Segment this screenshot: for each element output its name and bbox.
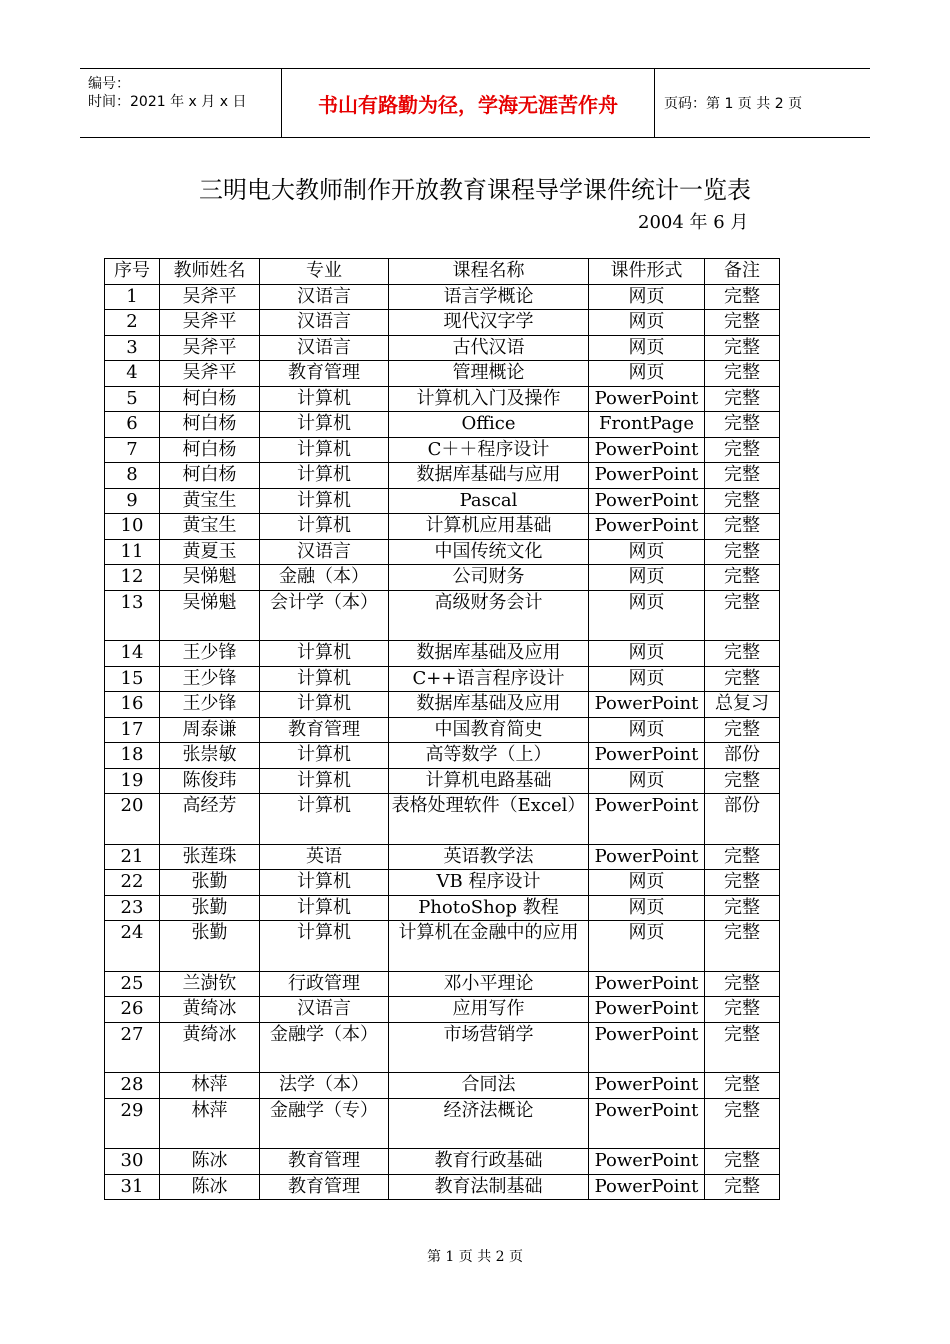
table-cell: Office [389, 412, 589, 438]
table-cell: PowerPoint [589, 794, 705, 845]
table-cell: 吴悌魁 [160, 565, 260, 591]
table-cell: 29 [105, 1098, 160, 1149]
table-cell: 柯白杨 [160, 463, 260, 489]
table-cell: 7 [105, 437, 160, 463]
table-cell: 计算机 [260, 641, 389, 667]
number-label: 编号： [88, 76, 130, 92]
table-row [105, 565, 780, 591]
table-cell: 5 [105, 386, 160, 412]
table-cell: 部份 [705, 794, 780, 845]
table-cell: 15 [105, 666, 160, 692]
table-cell: 管理概论 [389, 361, 589, 387]
table-cell: FrontPage [589, 412, 705, 438]
table-cell: 教育管理 [260, 717, 389, 743]
table-cell: 张勤 [160, 870, 260, 896]
table-cell: 邓小平理论 [389, 971, 589, 997]
table-cell: 表格处理软件（Excel） [389, 794, 589, 845]
table-cell: 19 [105, 768, 160, 794]
table-cell: 30 [105, 1149, 160, 1175]
table-cell: 应用写作 [389, 997, 589, 1023]
table-row [105, 284, 780, 310]
table-cell: 11 [105, 539, 160, 565]
table-cell: 英语 [260, 844, 389, 870]
table-cell: 网页 [589, 565, 705, 591]
table-cell: PowerPoint [589, 743, 705, 769]
table-cell: 市场营销学 [389, 1022, 589, 1073]
table-row [105, 666, 780, 692]
table-cell: 计算机 [260, 870, 389, 896]
table-cell: PowerPoint [589, 437, 705, 463]
table-row [105, 463, 780, 489]
table-cell: 10 [105, 514, 160, 540]
table-cell: 22 [105, 870, 160, 896]
table-cell: 计算机电路基础 [389, 768, 589, 794]
table-row [105, 1098, 780, 1149]
table-cell: 2 [105, 310, 160, 336]
table-cell: 完整 [705, 386, 780, 412]
table-row [105, 361, 780, 387]
table-cell: 14 [105, 641, 160, 667]
table-cell: PowerPoint [589, 386, 705, 412]
table-row [105, 743, 780, 769]
table-cell: 网页 [589, 539, 705, 565]
table-cell: 高经芳 [160, 794, 260, 845]
table-cell: 完整 [705, 565, 780, 591]
table-cell: 12 [105, 565, 160, 591]
table-cell: 20 [105, 794, 160, 845]
table-cell: 法学（本） [260, 1073, 389, 1099]
table-cell: 完整 [705, 1022, 780, 1073]
table-cell: 完整 [705, 895, 780, 921]
table-cell: 部份 [705, 743, 780, 769]
table-cell: 6 [105, 412, 160, 438]
table-row [105, 1174, 780, 1200]
table-cell: 王少锋 [160, 692, 260, 718]
table-cell: 完整 [705, 870, 780, 896]
table-cell: 汉语言 [260, 335, 389, 361]
table-row [105, 488, 780, 514]
table-row [105, 895, 780, 921]
table-cell: 语言学概论 [389, 284, 589, 310]
table-cell: 计算机 [260, 768, 389, 794]
table-row [105, 539, 780, 565]
table-cell: 吴斧平 [160, 361, 260, 387]
table-cell: 18 [105, 743, 160, 769]
table-cell: 金融（本） [260, 565, 389, 591]
table-cell: PowerPoint [589, 1073, 705, 1099]
table-cell: 25 [105, 971, 160, 997]
table-cell: 网页 [589, 895, 705, 921]
table-row [105, 921, 780, 972]
table-cell: 计算机在金融中的应用 [389, 921, 589, 972]
table-cell: PowerPoint [589, 1098, 705, 1149]
table-cell: PowerPoint [589, 692, 705, 718]
table-cell: 林萍 [160, 1073, 260, 1099]
table-cell: 完整 [705, 997, 780, 1023]
table-cell: 柯白杨 [160, 412, 260, 438]
table-cell: 网页 [589, 284, 705, 310]
table-cell: 31 [105, 1174, 160, 1200]
table-cell: 金融学（本） [260, 1022, 389, 1073]
table-cell: 完整 [705, 488, 780, 514]
table-cell: 公司财务 [389, 565, 589, 591]
table-cell: Pascal [389, 488, 589, 514]
document-title: 三明电大教师制作开放教育课程导学课件统计一览表 [199, 176, 751, 204]
table-cell: 柯白杨 [160, 437, 260, 463]
table-cell: 网页 [589, 666, 705, 692]
table-cell: 兰澍钦 [160, 971, 260, 997]
table-row [105, 412, 780, 438]
header-meta [80, 69, 282, 137]
header-cell: 课件形式 [589, 259, 705, 285]
table-cell: 吴悌魁 [160, 590, 260, 641]
table-cell: 完整 [705, 1149, 780, 1175]
table-cell: 完整 [705, 284, 780, 310]
table-cell: 网页 [589, 921, 705, 972]
table-cell: 计算机 [260, 437, 389, 463]
table-cell: 黄夏玉 [160, 539, 260, 565]
header-cell: 课程名称 [389, 259, 589, 285]
table-cell: 完整 [705, 514, 780, 540]
table-cell: 张勤 [160, 921, 260, 972]
table-cell: 17 [105, 717, 160, 743]
table-cell: 陈冰 [160, 1149, 260, 1175]
table-cell: 完整 [705, 590, 780, 641]
table-cell: 28 [105, 1073, 160, 1099]
table-cell: 1 [105, 284, 160, 310]
table-cell: 计算机 [260, 743, 389, 769]
table-cell: 经济法概论 [389, 1098, 589, 1149]
table-cell: PowerPoint [589, 514, 705, 540]
table-cell: 网页 [589, 768, 705, 794]
table-cell: 完整 [705, 1073, 780, 1099]
table-row [105, 844, 780, 870]
table-cell: 林萍 [160, 1098, 260, 1149]
table-row [105, 971, 780, 997]
table-cell: 陈冰 [160, 1174, 260, 1200]
table-row [105, 335, 780, 361]
table-cell: PowerPoint [589, 844, 705, 870]
table-cell: 数据库基础与应用 [389, 463, 589, 489]
table-cell: 黄宝生 [160, 514, 260, 540]
table-row [105, 794, 780, 845]
table-cell: 金融学（专） [260, 1098, 389, 1149]
table-row [105, 1022, 780, 1073]
table-cell: 13 [105, 590, 160, 641]
document-date: 2004 年 6 月 [638, 212, 749, 233]
table-cell: 计算机 [260, 386, 389, 412]
page-footer: 第 1 页 共 2 页 [426, 1249, 524, 1265]
table-cell: 汉语言 [260, 284, 389, 310]
table-cell: 网页 [589, 870, 705, 896]
table-cell: PowerPoint [589, 463, 705, 489]
table-cell: 中国教育简史 [389, 717, 589, 743]
table-cell: 完整 [705, 641, 780, 667]
table-cell: 高级财务会计 [389, 590, 589, 641]
table-row [105, 692, 780, 718]
table-cell: 英语教学法 [389, 844, 589, 870]
table-cell: 计算机 [260, 412, 389, 438]
table-row [105, 437, 780, 463]
table-cell: 教育管理 [260, 361, 389, 387]
table-cell: 网页 [589, 361, 705, 387]
table-cell: 网页 [589, 310, 705, 336]
table-cell: 9 [105, 488, 160, 514]
table-cell: 完整 [705, 1098, 780, 1149]
table-cell: 完整 [705, 463, 780, 489]
table-cell: 完整 [705, 666, 780, 692]
table-cell: 黄绮冰 [160, 1022, 260, 1073]
table-cell: 教育管理 [260, 1174, 389, 1200]
table-cell: 王少锋 [160, 666, 260, 692]
table-cell: 黄绮冰 [160, 997, 260, 1023]
table-cell: 完整 [705, 921, 780, 972]
table-row [105, 997, 780, 1023]
table-cell: 计算机入门及操作 [389, 386, 589, 412]
header-cell: 专业 [260, 259, 389, 285]
table-cell: 教育法制基础 [389, 1174, 589, 1200]
table-cell: C＋＋程序设计 [389, 437, 589, 463]
table-cell: 计算机应用基础 [389, 514, 589, 540]
table-cell: C++语言程序设计 [389, 666, 589, 692]
table-row [105, 717, 780, 743]
table-cell: 网页 [589, 641, 705, 667]
table-cell: 周泰谦 [160, 717, 260, 743]
table-cell: 吴斧平 [160, 335, 260, 361]
table-cell: 汉语言 [260, 310, 389, 336]
table-cell: 吴斧平 [160, 284, 260, 310]
table-cell: 16 [105, 692, 160, 718]
table-cell: 张崇敏 [160, 743, 260, 769]
table-cell: 完整 [705, 335, 780, 361]
courseware-table [104, 258, 780, 1200]
table-cell: VB 程序设计 [389, 870, 589, 896]
table-cell: 计算机 [260, 921, 389, 972]
table-cell: 4 [105, 361, 160, 387]
table-cell: 26 [105, 997, 160, 1023]
table-cell: 8 [105, 463, 160, 489]
table-row [105, 310, 780, 336]
table-cell: 总复习 [705, 692, 780, 718]
table-cell: PowerPoint [589, 1174, 705, 1200]
header-motto: 书山有路勤为径，学海无涯苦作舟 [282, 69, 655, 137]
table-cell: 会计学（本） [260, 590, 389, 641]
table-row [105, 1149, 780, 1175]
table-cell: PowerPoint [589, 488, 705, 514]
table-cell: 21 [105, 844, 160, 870]
table-cell: 完整 [705, 971, 780, 997]
table-header-row [105, 259, 780, 285]
table-cell: 计算机 [260, 794, 389, 845]
table-cell: 网页 [589, 590, 705, 641]
table-cell: 完整 [705, 310, 780, 336]
table-cell: 教育行政基础 [389, 1149, 589, 1175]
table-cell: 完整 [705, 768, 780, 794]
table-cell: 数据库基础及应用 [389, 641, 589, 667]
table-cell: PowerPoint [589, 997, 705, 1023]
table-cell: 现代汉字学 [389, 310, 589, 336]
table-cell: 计算机 [260, 514, 389, 540]
table-cell: 24 [105, 921, 160, 972]
table-cell: 汉语言 [260, 997, 389, 1023]
table-cell: 3 [105, 335, 160, 361]
page-header [80, 68, 870, 138]
header-page-label: 页码：第 1 页 共 2 页 [664, 96, 803, 112]
table-row [105, 870, 780, 896]
table-cell: 行政管理 [260, 971, 389, 997]
table-cell: 吴斧平 [160, 310, 260, 336]
table-cell: 中国传统文化 [389, 539, 589, 565]
table-cell: 计算机 [260, 692, 389, 718]
header-cell: 备注 [705, 259, 780, 285]
table-cell: 王少锋 [160, 641, 260, 667]
table-cell: 高等数学（上） [389, 743, 589, 769]
table-cell: 完整 [705, 844, 780, 870]
table-cell: 计算机 [260, 895, 389, 921]
table-cell: 计算机 [260, 488, 389, 514]
table-row [105, 641, 780, 667]
table-cell: 网页 [589, 335, 705, 361]
table-cell: PowerPoint [589, 971, 705, 997]
table-cell: 完整 [705, 717, 780, 743]
table-cell: 教育管理 [260, 1149, 389, 1175]
table-cell: 完整 [705, 437, 780, 463]
time-label: 时间：2021 年 x 月 x 日 [88, 94, 247, 110]
table-row [105, 386, 780, 412]
table-row [105, 514, 780, 540]
header-cell: 教师姓名 [160, 259, 260, 285]
table-cell: 完整 [705, 412, 780, 438]
table-row [105, 590, 780, 641]
table-cell: 汉语言 [260, 539, 389, 565]
table-cell: 计算机 [260, 463, 389, 489]
table-cell: 黄宝生 [160, 488, 260, 514]
table-row [105, 768, 780, 794]
table-cell: 张勤 [160, 895, 260, 921]
table-cell: 合同法 [389, 1073, 589, 1099]
table-cell: 古代汉语 [389, 335, 589, 361]
table-cell: PhotoShop 教程 [389, 895, 589, 921]
header-cell: 序号 [105, 259, 160, 285]
table-cell: 计算机 [260, 666, 389, 692]
table-cell: 数据库基础及应用 [389, 692, 589, 718]
table-cell: 完整 [705, 1174, 780, 1200]
table-cell: 完整 [705, 539, 780, 565]
table-cell: 网页 [589, 717, 705, 743]
table-cell: 完整 [705, 361, 780, 387]
table-cell: 张莲珠 [160, 844, 260, 870]
table-cell: 27 [105, 1022, 160, 1073]
table-cell: 23 [105, 895, 160, 921]
table-cell: PowerPoint [589, 1022, 705, 1073]
table-row [105, 1073, 780, 1099]
table-cell: PowerPoint [589, 1149, 705, 1175]
table-cell: 陈俊玮 [160, 768, 260, 794]
table-cell: 柯白杨 [160, 386, 260, 412]
